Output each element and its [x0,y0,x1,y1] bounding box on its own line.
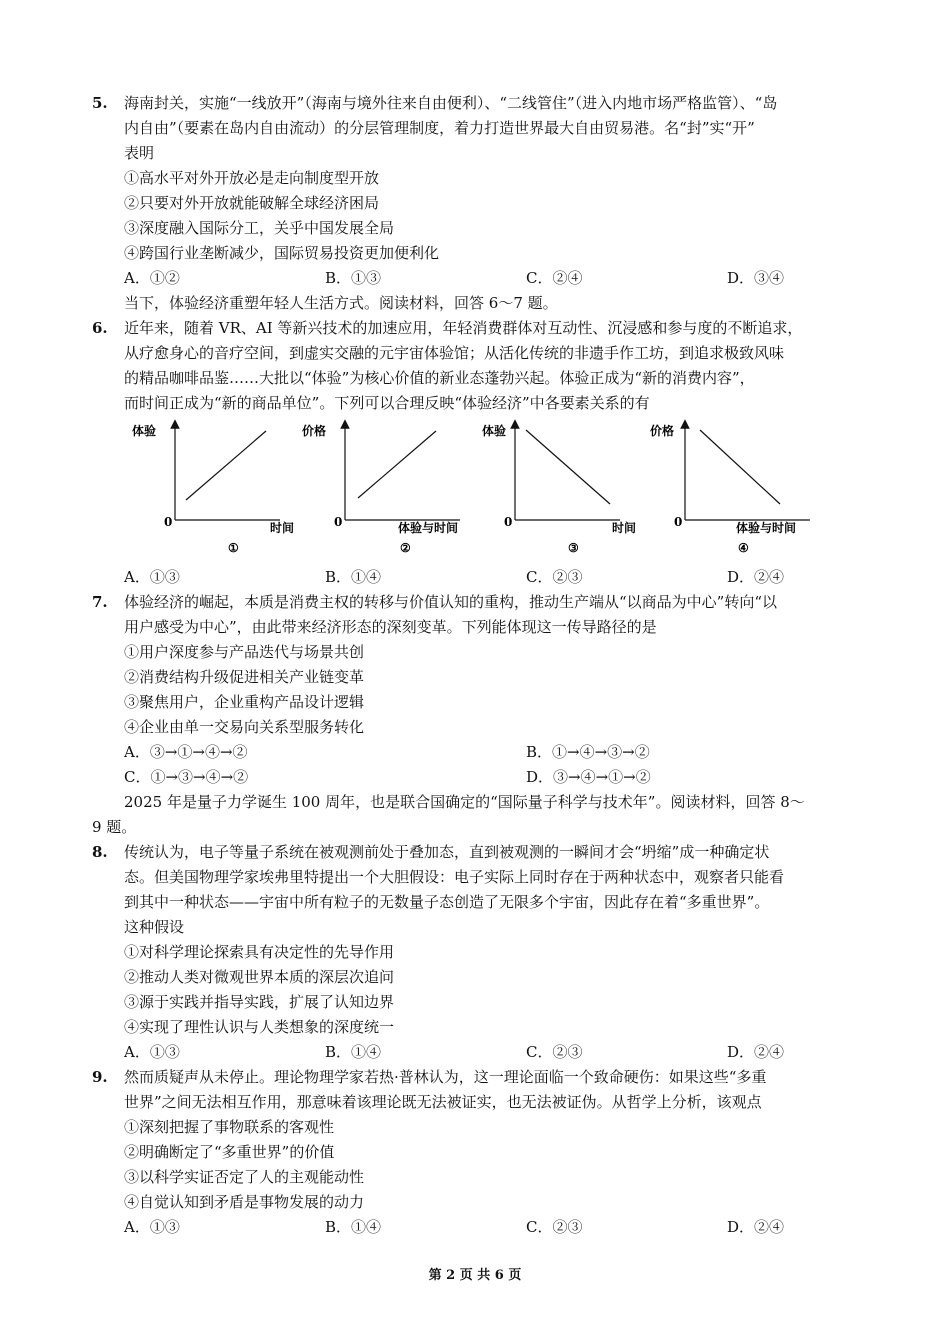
question-9-statement: ④自觉认知到矛盾是事物发展的动力 [124,1193,365,1211]
graph-4-trend-line [700,430,780,504]
graph-2-caption: ② [400,541,411,555]
question-7-statement: ①用户深度参与产品迭代与场景共创 [124,643,365,661]
question-6-option-b: B．①④ [325,568,382,586]
graph-2-y-label: 价格 [302,424,327,438]
question-7-option-b: B．①→④→③→② [526,743,650,761]
graph-3-caption: ③ [568,541,579,555]
question-9-option-d: D．②④ [727,1218,785,1236]
question-8-stem-line: 态。但美国物理学家埃弗里特提出一个大胆假设：电子实际上同时存在于两种状态中，观察者只能看 [124,868,785,886]
question-7-statement: ②消费结构升级促进相关产业链变革 [124,668,365,686]
question-8-stem-line: 到其中一种状态——宇宙中所有粒子的无数量子态创造了无限多个宇宙，因此存在着“多重世界”。 [124,893,770,911]
question-6-option-a: A．①③ [124,568,180,586]
page-footer: 第 2 页 共 6 页 [428,1268,522,1283]
question-5-statement: ①高水平对外开放必是走向制度型开放 [124,169,380,187]
graph-1-x-label: 时间 [270,521,295,535]
question-8-stem-line: 这种假设 [124,918,185,936]
question-9-statement: ①深刻把握了事物联系的客观性 [124,1118,335,1136]
graph-2 [300,418,490,558]
question-5-option-b: B．①③ [325,269,382,287]
question-6-option-d: D．②④ [727,568,785,586]
question-9-stem-line: 然而质疑声从未停止。理论物理学家若热·普林认为，这一理论面临一个致命硬伤：如果这些“多重 [124,1068,767,1086]
graph-2-origin: 0 [334,515,343,529]
question-8-statement: ④实现了理性认识与人类想象的深度统一 [124,1018,395,1036]
question-8-option-c: C．②③ [526,1043,583,1061]
question-5-stem-line: 海南封关，实施“一线放开”（海南与境外往来自由便利）、“二线管住”（进入内地市场严格监管）、“岛 [124,94,778,112]
graph-4-y-label: 价格 [650,424,675,438]
question-6-stem-line: 而时间正成为“新的商品单位”。下列可以合理反映“体验经济”中各要素关系的有 [124,394,650,412]
question-5-option-a: A．①② [124,269,180,287]
graph-4-x-label: 体验与时间 [736,521,797,535]
question-7-statement: ④企业由单一交易向关系型服务转化 [124,718,365,736]
graph-2-trend-line [358,431,436,498]
question-5-option-c: C．②④ [526,269,583,287]
question-8-stem-line: 传统认为，电子等量子系统在被观测前处于叠加态，直到被观测的一瞬间才会“坍缩”成一种确定状 [124,843,770,861]
question-8-statement: ③源于实践并指导实践，扩展了认知边界 [124,993,395,1011]
question-8-option-b: B．①④ [325,1043,382,1061]
graph-1-y-label: 体验 [132,424,157,438]
question-5-option-d: D．③④ [727,269,785,287]
question-8-statement: ②推动人类对微观世界本质的深层次追问 [124,968,395,986]
graph-1-caption: ① [228,541,239,555]
intro-8-9-line: 2025 年是量子力学诞生 100 周年，也是联合国确定的“国际量子科学与技术年”。阅读材料，回答 8～ [124,793,805,811]
question-7-stem-line: 用户感受为中心”，由此带来经济形态的深刻变革。下列能体现这一传导路径的是 [124,618,657,636]
question-9-option-a: A．①③ [124,1218,180,1236]
question-5-statement: ④跨国行业垄断减少，国际贸易投资更加便利化 [124,244,440,262]
question-6-number: 6. [92,319,108,337]
question-8-statement: ①对科学理论探索具有决定性的先导作用 [124,943,395,961]
graph-2-x-label: 体验与时间 [398,521,459,535]
question-9-stem-line: 世界”之间无法相互作用，那意味着该理论既无法被证实，也无法被证伪。从哲学上分析，该观点 [124,1093,762,1111]
graph-1-origin: 0 [164,515,173,529]
question-8-option-d: D．②④ [727,1043,785,1061]
graph-3-y-label: 体验 [482,424,507,438]
question-5-statement: ③深度融入国际分工，关乎中国发展全局 [124,219,395,237]
question-7-option-c: C．①→③→④→② [124,768,249,786]
question-9-option-c: C．②③ [526,1218,583,1236]
question-7-statement: ③聚焦用户，企业重构产品设计逻辑 [124,693,365,711]
graph-3-trend-line [526,430,610,504]
question-7-option-a: A．③→①→④→② [124,743,248,761]
question-6-stem-line: 从疗愈身心的音疗空间，到虚实交融的元宇宙体验馆；从活化传统的非遗手作工坊，到追求极致风味 [124,344,785,362]
graph-4-caption: ④ [738,541,749,555]
question-5-stem-line: 内自由”（要素在岛内自由流动）的分层管理制度，着力打造世界最大自由贸易港。名“封”实“开” [124,119,755,137]
question-6-stem-line: 的精品咖啡品鉴……大批以“体验”为核心价值的新业态蓬勃兴起。体验正成为“新的消费内容”， [124,369,755,387]
question-6-stem-line: 近年来，随着 VR、AI 等新兴技术的加速应用，年轻消费群体对互动性、沉浸感和参与度的不断追求， [124,319,803,337]
question-5-statement: ②只要对外开放就能破解全球经济困局 [124,194,380,212]
question-9-option-b: B．①④ [325,1218,382,1236]
question-5-number: 5. [92,94,108,112]
question-7-stem-line: 体验经济的崛起，本质是消费主权的转移与价值认知的重构，推动生产端从“以商品为中心”转向“以 [124,593,778,611]
question-5-stem-line: 表明 [124,144,155,162]
intro-6-7: 当下，体验经济重塑年轻人生活方式。阅读材料，回答 6～7 题。 [124,294,558,312]
question-8-option-a: A．①③ [124,1043,180,1061]
question-8-number: 8. [92,843,108,861]
question-7-option-d: D．③→④→①→② [526,768,651,786]
graph-4-origin: 0 [674,515,683,529]
intro-8-9-line: 9 题。 [92,818,137,836]
graph-3 [470,418,650,558]
question-9-number: 9. [92,1068,108,1086]
graph-1 [130,418,310,558]
graph-4 [640,418,830,558]
question-6-option-c: C．②③ [526,568,583,586]
graph-3-origin: 0 [504,515,513,529]
graph-1-trend-line [186,431,266,500]
graph-3-x-label: 时间 [612,521,637,535]
question-7-number: 7. [92,593,108,611]
question-9-statement: ②明确断定了“多重世界”的价值 [124,1143,335,1161]
question-9-statement: ③以科学实证否定了人的主观能动性 [124,1168,365,1186]
